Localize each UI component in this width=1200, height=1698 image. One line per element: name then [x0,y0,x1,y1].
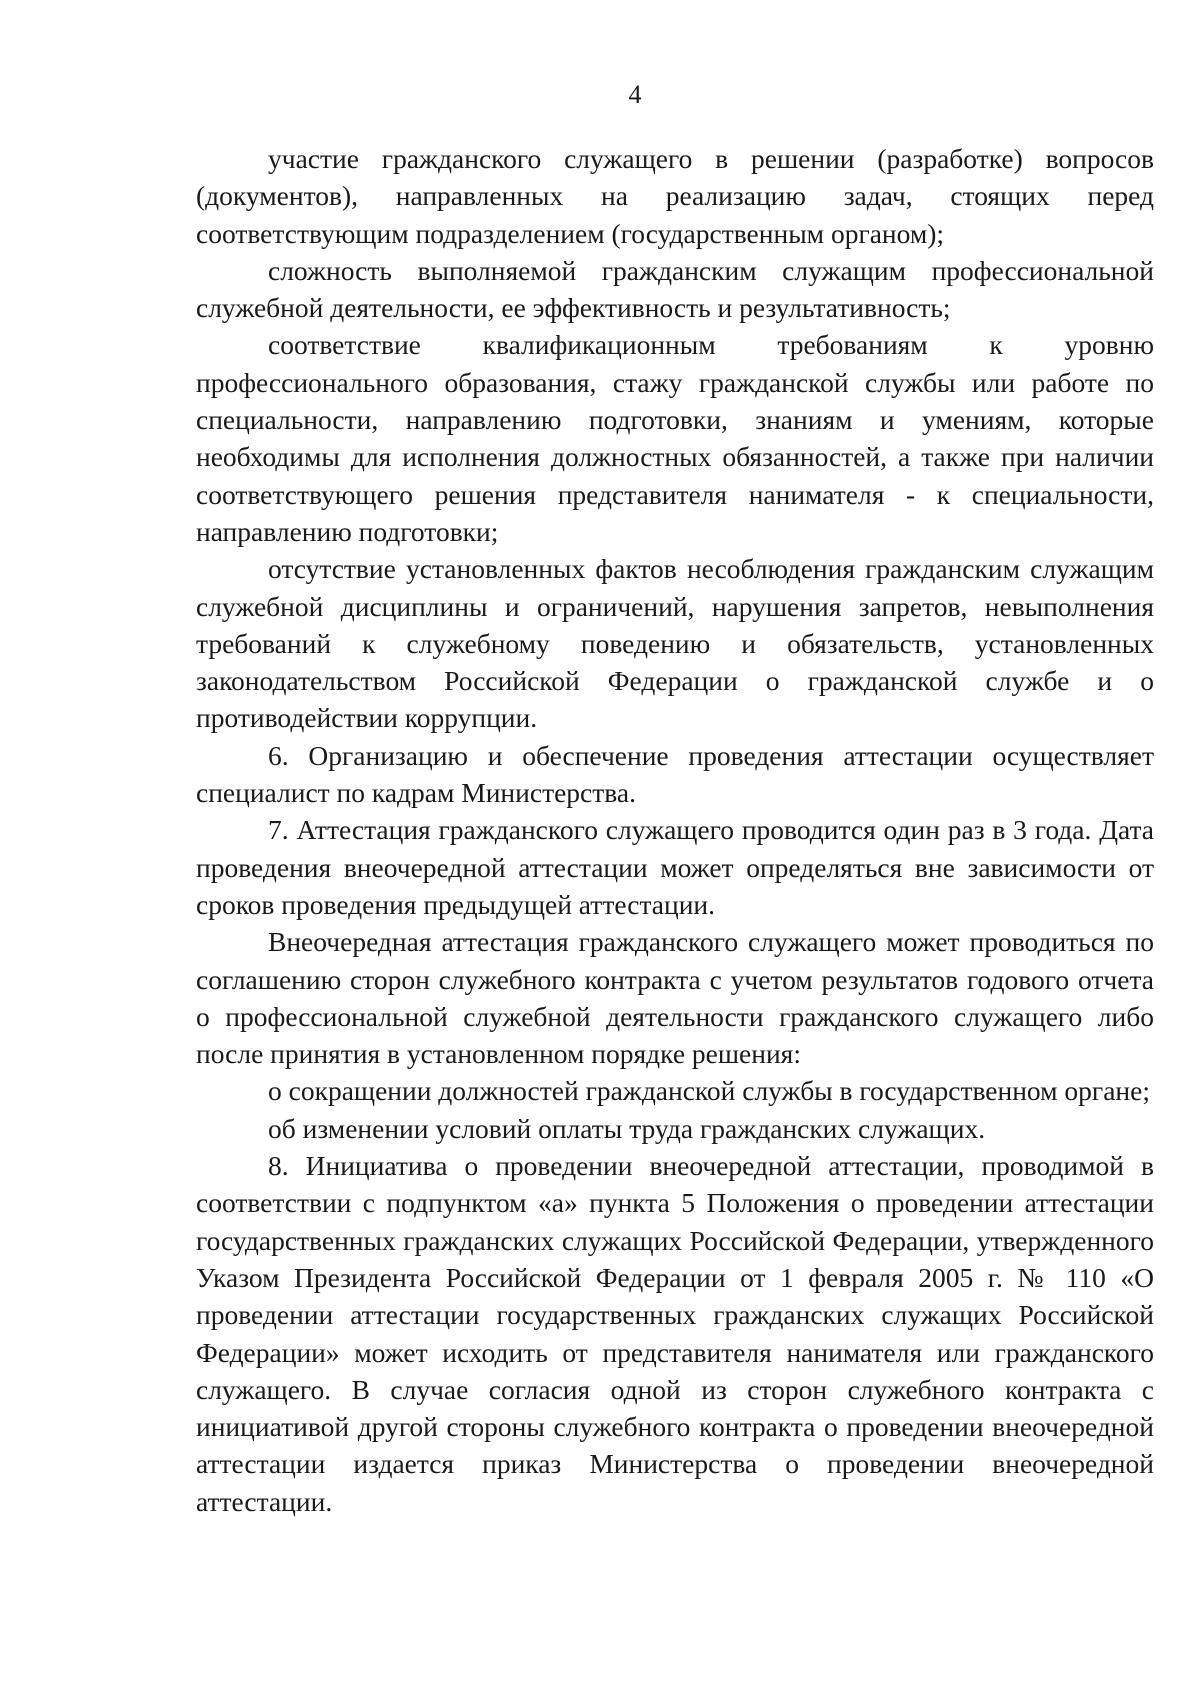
paragraph-reduction-positions: о сокращении должностей гражданской службы в государственном органе; [268,1075,1150,1107]
page-number: 4 [628,80,642,109]
paragraph-pay-conditions: об изменении условий оплаты труда гражданских служащих. [268,1112,986,1144]
paragraph-criterion-qualification: соответствие квалификационным требованиям к уровню профессионального образования, стажу гражданской службы или работе по специальности, направлению подготовки, знаниям и умениям, которые необходимы для исполнения должностных обязанностей, а также при наличии соответствующего решения представителя нанимателя - к специальности, направлению подготовки; [196,329,1154,547]
paragraph-criterion-discipline: отсутствие установленных фактов несоблюдения гражданским служащим служебной дисциплины и ограничений, нарушения запретов, невыполнения требований к служебному поведению и обязательств, установленных законодательством Российской Федерации о гражданской службе и о противодействии коррупции. [196,553,1154,734]
paragraph-criterion-participation: участие гражданского служащего в решении (разработке) вопросов (документов), направленных на реализацию задач, стоящих перед соответствующим подразделением (государственным органом); [196,143,1154,249]
paragraph-item-6: 6. Организацию и обеспечение проведения аттестации осуществляет специалист по кадрам Министерства. [196,739,1154,809]
paragraph-extraordinary-attestation: Внеочередная аттестация гражданского служащего может проводиться по соглашению сторон служебного контракта с учетом результатов годового отчета о профессиональной служебной деятельности гражданского служащего либо после принятия в установленном порядке решения: [196,926,1154,1070]
paragraph-item-8: 8. Инициатива о проведении внеочередной аттестации, проводимой в соответствии с подпунктом «а» пункта 5 Положения о проведении аттестации государственных гражданских служащих Российской Федерации, утвержденного Указом Президента Российской Федерации от 1 февраля 2005 г. № 110 «О проведении аттестации государственных гражданских служащих Российской Федерации» может исходить от представителя нанимателя или гражданского служащего. В случае согласия одной из сторон служебного контракта с инициативой другой стороны служебного контракта о проведении внеочередной аттестации издается приказ Министерства о проведении внеочередной аттестации. [196,1150,1154,1517]
paragraph-criterion-complexity: сложность выполняемой гражданским служащим профессиональной служебной деятельности, ее эффективность и результативность; [196,254,1154,324]
paragraph-item-7: 7. Аттестация гражданского служащего проводится один раз в 3 года. Дата проведения внеочередной аттестации может определяться вне зависимости от сроков проведения предыдущей аттестации. [196,814,1154,920]
document-body [196,140,1154,1520]
